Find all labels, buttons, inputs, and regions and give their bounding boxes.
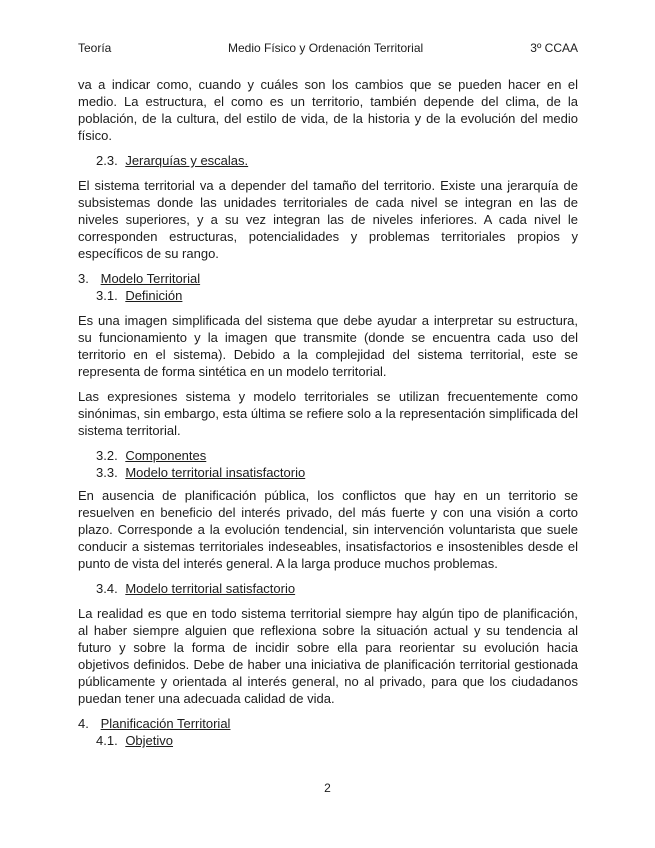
paragraph-3-1-b: Las expresiones sistema y modelo territoriales se utilizan frecuentemente como sinónimas, sin embargo, esta última se refiere solo a la representación simplificada del sistema territorial.: [78, 389, 578, 438]
heading-number: 4.: [78, 716, 89, 731]
heading-number: 3.1.: [96, 288, 118, 303]
page-number: 2: [324, 781, 331, 795]
heading-title: Modelo Territorial: [100, 271, 201, 286]
heading-4: [78, 715, 578, 732]
heading-number: 2.3.: [96, 153, 118, 168]
heading-title: Modelo territorial satisfactorio: [125, 581, 296, 596]
heading-3: [78, 270, 578, 287]
page-header: [78, 40, 578, 56]
heading-number: 3.4.: [96, 581, 118, 596]
heading-2-3: [78, 152, 578, 169]
heading-number: 4.1.: [96, 733, 118, 748]
heading-3-2: [78, 447, 578, 464]
heading-number: 3.: [78, 271, 89, 286]
heading-title: Objetivo: [125, 733, 174, 748]
heading-title: Modelo territorial insatisfactorio: [125, 465, 306, 480]
heading-title: Jerarquías y escalas.: [125, 153, 249, 168]
paragraph-3-4: La realidad es que en todo sistema territorial siempre hay algún tipo de planificación, al haber siempre alguien que reflexiona sobre la situación actual y su tendencia al futuro y sobre la forma de incidir sobre ella para reorientar su evolución hacia objetivos definidos. Debe de haber una iniciativa de planificación territorial gestionada públicamente y orientada al interés general, no al privado, para que los ciudadanos puedan tener una adecuada calidad de vida.: [78, 606, 578, 706]
paragraph-2-3: El sistema territorial va a depender del tamaño del territorio. Existe una jerarquía de subsistemas donde las unidades territoriales de cada nivel se integran en las de niveles superiores, y a su vez integran las de niveles inferiores. A cada nivel le corresponden estructuras, potencialidades y problemas territoriales propios y específicos de su rango.: [78, 178, 578, 261]
page-content: [78, 76, 578, 749]
heading-4-1: [78, 732, 578, 749]
header-title: Medio Físico y Ordenación Territorial: [228, 41, 424, 55]
header-right: 3º CCAA: [530, 41, 578, 55]
paragraph-intro: va a indicar como, cuando y cuáles son los cambios que se pueden hacer en el medio. La estructura, el como es un territorio, también depende del clima, de la población, de la cultura, del estilo de vida, de la historia y de la evolución del medio físico.: [78, 77, 578, 143]
heading-3-1: [78, 287, 578, 304]
heading-title: Planificación Territorial: [100, 716, 231, 731]
heading-number: 3.3.: [96, 465, 118, 480]
heading-3-3: [78, 464, 578, 481]
heading-3-4: [78, 580, 578, 597]
heading-title: Componentes: [125, 448, 207, 463]
page-footer: [0, 780, 655, 796]
header-left: Teoría: [78, 41, 112, 55]
heading-title: Definición: [125, 288, 183, 303]
paragraph-3-1-a: Es una imagen simplificada del sistema que debe ayudar a interpretar su estructura, su funcionamiento y la imagen que transmite (donde se encuentra cada uso del territorio en el sistema). Debido a la complejidad del sistema territorial, este se representa de forma sintética en un modelo territorial.: [78, 313, 578, 379]
heading-number: 3.2.: [96, 448, 118, 463]
paragraph-3-3: En ausencia de planificación pública, los conflictos que hay en un territorio se resuelven en beneficio del interés privado, del más fuerte y con una visión a corto plazo. Corresponde a la evolución tendencial, sin intervención voluntarista que suele conducir a sistemas territoriales indeseables, insatisfactorios e insostenibles desde el punto de vista del interés general. A la larga produce muchos problemas.: [78, 488, 578, 571]
